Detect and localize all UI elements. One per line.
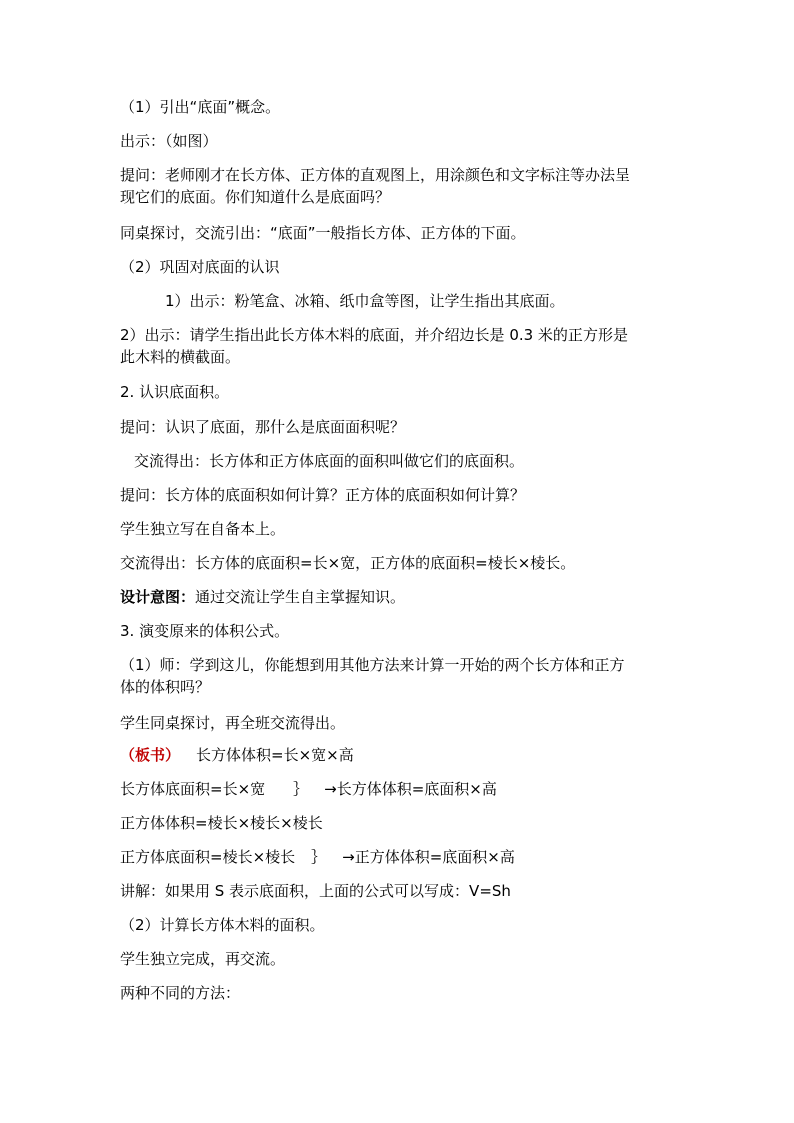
para-question-1b: 现它们的底面。你们知道什么是底面吗？ — [120, 188, 391, 206]
para-question-2: 提问：认识了底面，那什么是底面面积呢？ — [120, 418, 406, 436]
cuboid-base-area-formula: 长方体底面积=长×宽 — [120, 780, 266, 798]
para-board-formula-3: 正方体体积=棱长×棱长×棱长 — [120, 814, 323, 832]
section-volume-formula: 3. 演变原来的体积公式。 — [120, 622, 290, 640]
para-two-methods: 两种不同的方法： — [120, 984, 241, 1002]
cube-volume-formula: →正方体体积=底面积×高 — [342, 848, 515, 866]
para-conclusion-2: 交流得出：长方体的底面积=长×宽，正方体的底面积=棱长×棱长。 — [120, 554, 576, 572]
para-teacher-a: （1）师：学到这儿，你能想到用其他方法来计算一开始的两个长方体和正方 — [120, 656, 625, 674]
para-question-1a: 提问：老师刚才在长方体、正方体的直观图上，用涂颜色和文字标注等办法呈 — [120, 166, 631, 184]
para-explanation: 讲解：如果用 S 表示底面积，上面的公式可以写成：V=Sh — [120, 882, 511, 900]
board-formula-text: 长方体体积=长×宽×高 — [196, 746, 354, 764]
para-board-formula-4 — [120, 846, 680, 868]
para-question-3: 提问：长方体的底面积如何计算？正方体的底面积如何计算？ — [120, 486, 526, 504]
para-conclusion-1: 交流得出：长方体和正方体底面的面积叫做它们的底面积。 — [134, 452, 525, 470]
section-base-area: 2. 认识底面积。 — [120, 383, 230, 401]
para-class-discussion: 学生同桌探讨，再全班交流得出。 — [120, 714, 346, 732]
para-show-items: 1）出示：粉笔盒、冰箱、纸巾盒等图，让学生指出其底面。 — [165, 292, 565, 310]
para-design-intent — [120, 586, 680, 608]
para-teacher-b: 体的体积吗？ — [120, 678, 211, 696]
para-show-wood-a: 2）出示：请学生指出此长方体木料的底面，并介绍边长是 0.3 米的正方形是 — [120, 326, 628, 344]
board-label: （板书） — [120, 746, 181, 764]
design-intent-label: 设计意图： — [120, 588, 196, 606]
para-show-figure: 出示：（如图） — [120, 132, 218, 150]
para-show-wood-b: 此木料的横截面。 — [120, 348, 241, 366]
cuboid-volume-formula: →长方体体积=底面积×高 — [324, 780, 497, 798]
cube-base-area-formula: 正方体底面积=棱长×棱长 — [120, 848, 296, 866]
brace-1: ｝ — [293, 780, 309, 798]
brace-2: ｝ — [311, 848, 327, 866]
para-consolidate-heading: （2）巩固对底面的认识 — [120, 258, 280, 276]
para-calc-heading: （2）计算长方体木料的面积。 — [120, 916, 325, 934]
para-concept-heading: （1）引出“底面”概念。 — [120, 98, 281, 116]
para-board-formula-1 — [120, 744, 680, 766]
design-intent-text: 通过交流让学生自主掌握知识。 — [195, 588, 406, 606]
para-discussion-1: 同桌探讨，交流引出：“底面”一般指长方体、正方体的下面。 — [120, 224, 526, 242]
para-student-write: 学生独立写在自备本上。 — [120, 520, 286, 538]
para-student-complete: 学生独立完成，再交流。 — [120, 950, 286, 968]
para-board-formula-2 — [120, 778, 680, 800]
